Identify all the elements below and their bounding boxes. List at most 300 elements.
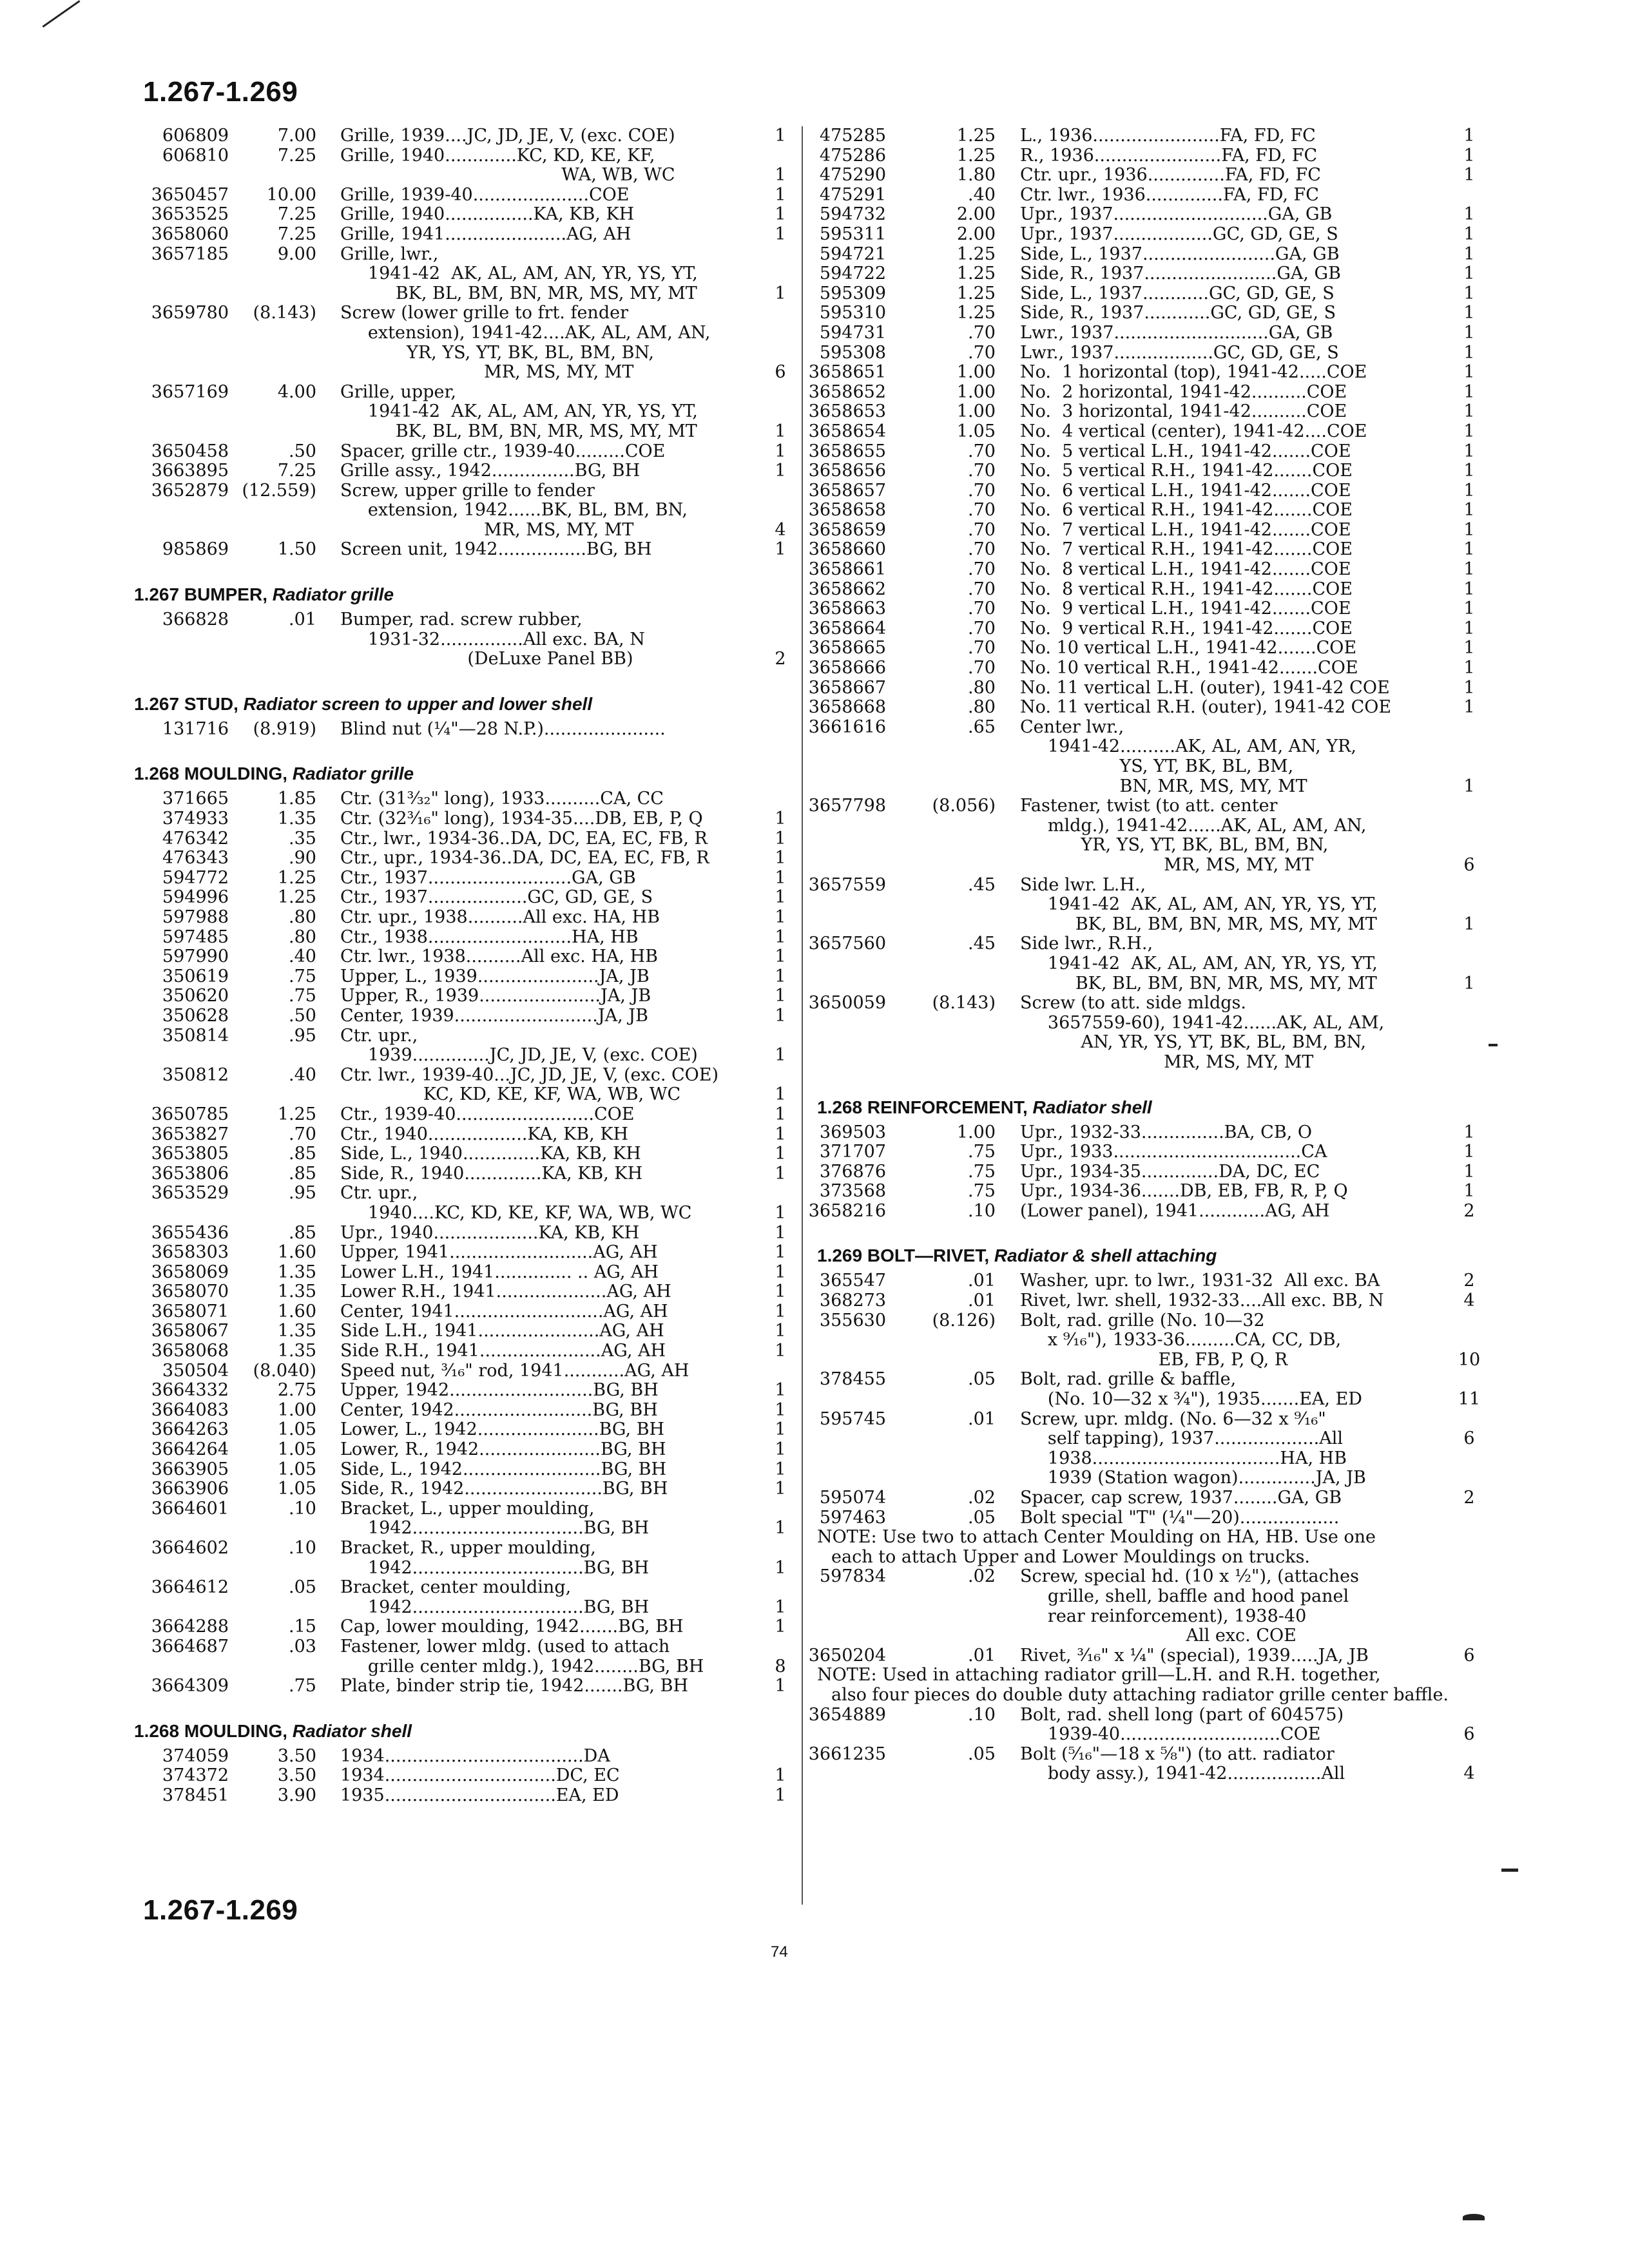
part-number: 3657185 [151,244,229,264]
part-row [817,1331,1482,1350]
section-heading [134,758,785,789]
part-number: 3664687 [151,1636,229,1657]
part-row [134,1381,785,1401]
part-row [817,816,1482,836]
part-quantity: 1 [775,1597,786,1617]
part-row [808,618,1482,639]
part-price: 1.35 [277,1282,316,1302]
part-price: .70 [968,599,996,619]
part-row [134,1559,785,1579]
part-number: 374372 [162,1765,229,1786]
part-number: 3663905 [151,1459,229,1479]
part-description: Ctr. upr., 1938..........All exc. HA, HB [340,907,660,927]
section-subtitle: Radiator shell [1032,1097,1152,1117]
part-price: 1.00 [956,1122,996,1142]
part-row [134,422,785,442]
part-quantity: 1 [775,828,786,849]
part-quantity: 1 [1463,618,1475,639]
part-number: 350628 [162,1005,229,1026]
part-description: Side, R., 1940..............KA, KB, KH [340,1163,643,1184]
part-quantity: 6 [1463,854,1475,875]
part-row [808,1704,1482,1725]
part-price: .70 [968,658,996,678]
part-price: 7.25 [277,204,316,225]
part-price: .70 [968,519,996,540]
part-price: 1.80 [956,165,996,186]
part-description: MR, MS, MY, MT [1020,1052,1314,1072]
part-description: extension, 1942......BK, BL, BM, BN, [340,500,688,521]
part-quantity: 1 [1463,914,1475,934]
part-description: L., 1936.......................FA, FD, FC [1020,126,1316,146]
part-description: Side, L., 1940..............KA, KB, KH [340,1144,641,1164]
part-number: 594732 [819,204,886,225]
part-description: Center, 1939..........................JA, JB [340,1005,648,1026]
part-price: .40 [289,947,316,967]
part-row [134,1224,785,1244]
part-row [134,1657,785,1677]
part-price: .70 [968,539,996,560]
part-price: .75 [968,1181,996,1202]
part-number: 476342 [162,828,229,849]
part-number: 3657560 [808,934,886,954]
part-quantity: 1 [1463,519,1475,540]
part-description: 1942...............................BG, BH [340,1597,650,1617]
part-row [808,421,1482,442]
part-description: Ctr. upr., [340,1025,418,1046]
part-row [817,1449,1482,1469]
part-price: 1.85 [277,789,316,809]
part-row [808,658,1482,678]
part-price: .95 [289,1183,316,1204]
part-price: 9.00 [277,244,316,264]
part-row [134,284,785,304]
part-description: Ctr., 1939-40.........................COE [340,1104,635,1124]
part-quantity: 1 [775,1163,786,1184]
part-quantity: 2 [1463,1488,1475,1508]
part-row [808,539,1482,560]
part-price: .01 [968,1271,996,1291]
part-price: .75 [289,986,316,1006]
part-price: (8.919) [253,718,316,739]
part-description: Plate, binder strip tie, 1942.......BG, BH [340,1676,688,1696]
part-price: .70 [968,342,996,363]
section-subtitle: Radiator & shell attaching [994,1245,1217,1266]
part-number: 594721 [819,244,886,264]
part-number: 594772 [162,867,229,888]
part-number: 365547 [819,1271,886,1291]
section-number: 1.269 [817,1245,863,1266]
part-description: MR, MS, MY, MT [1020,854,1314,875]
part-quantity: 1 [775,887,786,908]
part-number: 378451 [162,1785,229,1805]
part-quantity: 1 [775,283,786,303]
part-number: 597485 [162,927,229,947]
part-row [134,1204,785,1224]
part-description: Upr., 1932-33...............BA, CB, O [1020,1122,1312,1142]
part-row [134,1499,785,1519]
part-description: Ctr. lwr., 1936..............FA, FD, FC [1020,184,1319,205]
part-description: Speed nut, ³⁄₁₆" rod, 1941...........AG, AH [340,1360,689,1381]
part-price: 1.25 [956,303,996,323]
part-quantity: 1 [775,1341,786,1361]
section-subtitle: Radiator screen to upper and lower shell [243,693,593,714]
part-number: 597834 [819,1566,886,1587]
part-description: Ctr. lwr., 1939-40...JC, JD, JE, V, (exc. COE) [340,1064,719,1085]
part-description: MR, MS, MY, MT [340,362,634,383]
part-number: 371665 [162,789,229,809]
part-quantity: 1 [775,927,786,947]
part-description: grille, shell, baffle and hood panel [1020,1586,1349,1606]
part-description: Upr., 1937..................GC, GD, GE, S [1020,224,1338,244]
part-description: Grille, lwr., [340,244,439,264]
part-row [808,559,1482,580]
part-number: 3658655 [808,441,886,461]
part-row [134,1282,785,1302]
part-description: 1938..................................HA, HB [1020,1448,1347,1468]
part-row [134,1085,785,1105]
section-heading [134,689,785,720]
part-quantity: 1 [1463,165,1475,186]
scan-mark [1501,1869,1518,1872]
part-quantity: 1 [775,947,786,967]
section-subtitle: Radiator grille [292,764,414,784]
part-row [817,1053,1482,1073]
part-number: 350619 [162,966,229,986]
scan-mark [1489,1044,1498,1046]
part-quantity: 1 [775,1459,786,1479]
part-number: 3653525 [151,204,229,225]
part-row [134,363,785,383]
part-description: Ctr., 1937..........................GA, GB [340,867,636,888]
part-price: .80 [968,697,996,718]
part-description: Center, 1941...........................AG, AH [340,1301,668,1321]
part-description: BK, BL, BM, BN, MR, MS, MY, MT [1020,973,1377,994]
part-quantity: 1 [775,1242,786,1263]
part-price: 1.35 [277,809,316,829]
part-row [134,521,785,541]
part-quantity: 1 [775,1144,786,1164]
part-quantity: 1 [775,1557,786,1578]
part-quantity: 1 [1463,973,1475,994]
part-row [134,1479,785,1499]
part-price: .40 [968,184,996,205]
part-quantity: 1 [775,421,786,441]
part-quantity: 1 [1463,362,1475,383]
part-number: 3653806 [151,1163,229,1184]
part-number: 3658069 [151,1262,229,1282]
part-number: 595310 [819,303,886,323]
part-price: .75 [289,966,316,986]
part-description: 1935...............................EA, ED [340,1785,619,1805]
part-description: Grille, 1939-40.....................COE [340,184,630,205]
part-number: 366828 [162,610,229,630]
part-description: 3657559-60), 1941-42......AK, AL, AM, [1020,1012,1385,1033]
part-row [808,697,1482,718]
part-number: 371707 [819,1142,886,1162]
part-row [817,303,1482,323]
part-description: Fastener, lower mldg. (used to attach [340,1636,670,1657]
part-quantity: 1 [775,1262,786,1282]
part-number: 595309 [819,283,886,303]
part-price: .01 [289,610,316,630]
part-price: .70 [968,461,996,481]
part-row [134,461,785,481]
part-description: Bumper, rad. screw rubber, [340,610,583,630]
part-price: 1.00 [956,401,996,422]
part-row [817,737,1482,757]
part-row [817,1587,1482,1607]
part-row [808,381,1482,403]
part-quantity: 1 [1463,638,1475,658]
part-description: Center, 1942.........................BG, BH [340,1399,658,1420]
part-row [808,874,1482,896]
part-number: 3663895 [151,461,229,481]
part-row [808,500,1482,521]
part-price: .02 [968,1566,996,1587]
part-number: 595074 [819,1488,886,1508]
part-description: Grille, 1940................KA, KB, KH [340,204,635,225]
part-quantity: 1 [775,461,786,481]
part-price: (8.126) [932,1310,996,1331]
part-row [134,947,785,967]
part-price: .45 [968,874,996,895]
part-number: 350814 [162,1025,229,1046]
part-price: 1.25 [277,867,316,888]
part-description: Ctr. upr., [340,1183,418,1204]
part-description: BK, BL, BM, BN, MR, MS, MY, MT [1020,914,1377,934]
section-number: 1.267 [134,584,180,605]
part-number: 3658652 [808,381,886,402]
part-description: Spacer, grille ctr., 1939-40.........COE [340,441,666,461]
part-description: BN, MR, MS, MY, MT [1020,776,1307,796]
part-description: (DeLuxe Panel BB) [340,649,633,669]
part-price: 1.25 [956,283,996,303]
part-price: 1.60 [277,1301,316,1321]
part-row [808,480,1482,501]
part-row [134,869,785,889]
part-price: 2.00 [956,224,996,244]
part-row [134,1519,785,1539]
part-quantity: 2 [775,649,786,669]
section-number: 1.268 [134,1720,180,1741]
part-quantity: 1 [1463,500,1475,521]
part-description: YS, YT, BK, BL, BM, [1020,756,1294,776]
part-description: No. 9 vertical R.H., 1941-42.......COE [1020,618,1353,639]
part-number: 3664288 [151,1617,229,1637]
part-number: 985869 [162,539,229,560]
part-quantity: 1 [775,126,786,146]
part-row [134,1440,785,1460]
part-row [134,245,785,265]
part-row [817,1271,1482,1291]
part-number: 594722 [819,264,886,284]
part-quantity: 1 [775,1765,786,1786]
part-row [134,1026,785,1046]
part-quantity: 1 [775,1479,786,1499]
part-number: 3658070 [151,1282,229,1302]
part-price: .70 [968,322,996,343]
part-price: .05 [289,1577,316,1598]
part-row [134,1617,785,1637]
part-quantity: 1 [775,1419,786,1440]
part-quantity: 1 [775,1222,786,1243]
part-row [817,1567,1482,1587]
part-number: 3650059 [808,993,886,1014]
part-description: Bracket, center moulding, [340,1577,572,1598]
part-row [808,796,1482,816]
part-row [817,777,1482,797]
part-number: 3658659 [808,519,886,540]
part-description: 1939-40.............................COE [1020,1724,1321,1745]
part-price: .70 [968,441,996,461]
part-description: grille center mldg.), 1942........BG, BH [340,1656,704,1677]
part-price: (8.143) [253,303,316,323]
part-description: Bolt (⁵⁄₁₆"—18 x ⁵⁄₈") (to att. radiator [1020,1744,1335,1764]
part-price: (12.559) [242,480,316,501]
part-description: AN, YR, YS, YT, BK, BL, BM, BN, [1020,1032,1366,1053]
part-description: Ctr. (32³⁄₁₆" long), 1934-35....DB, EB, P, Q [340,809,703,829]
part-row [134,166,785,186]
part-description: 1941-42..........AK, AL, AM, AN, YR, [1020,736,1356,757]
page-number: 74 [771,1943,788,1961]
part-row [134,967,785,987]
part-quantity: 1 [775,204,786,225]
section-heading [817,1240,1482,1271]
part-number: 3658663 [808,599,886,619]
part-number: 3657169 [151,381,229,402]
part-quantity: 1 [1463,776,1475,796]
part-price: .01 [968,1408,996,1429]
part-row [134,343,785,363]
part-description: Screw, special hd. (10 x ½"), (attaches [1020,1566,1359,1587]
part-row [134,1243,785,1263]
part-quantity: 1 [1463,401,1475,422]
part-quantity: 1 [775,441,786,461]
section-subtitle: Radiator grille [272,584,394,605]
section-number: 1.268 [134,764,180,784]
part-price: 1.05 [277,1419,316,1440]
part-price: .70 [968,480,996,501]
part-number: 594996 [162,887,229,908]
part-description: Grille, 1941......................AG, AH [340,224,631,244]
part-description: Side R.H., 1941......................AG, AH [340,1341,666,1361]
part-price: .70 [968,638,996,658]
part-price: 1.25 [956,264,996,284]
part-row [134,1302,785,1322]
part-price: .05 [968,1744,996,1764]
part-quantity: 6 [775,362,786,383]
part-description: 1942...............................BG, BH [340,1557,650,1578]
part-row [817,1429,1482,1449]
part-price: 7.00 [277,126,316,146]
part-quantity: 1 [775,1518,786,1539]
part-number: 3653529 [151,1183,229,1204]
part-quantity: 1 [775,1321,786,1341]
part-row [808,599,1482,619]
part-description: No. 10 vertical R.H., 1941-42.......COE [1020,658,1358,678]
part-row [134,1637,785,1657]
part-description: Bracket, L., upper moulding, [340,1498,595,1519]
part-description: No. 5 vertical L.H., 1941-42.......COE [1020,441,1351,461]
part-description: No. 7 vertical R.H., 1941-42.......COE [1020,539,1353,560]
part-description: Washer, upr. to lwr., 1931-32 All exc. BA [1020,1271,1380,1291]
part-description: Lwr., 1937..................GC, GD, GE, S [1020,342,1339,363]
part-price: .85 [289,1222,316,1243]
part-quantity: 1 [775,165,786,186]
part-number: 3657559 [808,874,886,895]
part-row [134,501,785,521]
part-price: .10 [968,1200,996,1221]
part-row [134,1677,785,1696]
part-price: 1.00 [956,362,996,383]
part-row [134,849,785,869]
part-quantity: 1 [1463,441,1475,461]
part-number: 3658661 [808,559,886,580]
part-number: 597988 [162,907,229,927]
part-row [808,934,1482,954]
part-row [817,284,1482,304]
part-row [134,928,785,948]
part-price: .75 [968,1161,996,1182]
part-quantity: 1 [1463,145,1475,166]
part-price: 1.25 [956,126,996,146]
part-description: Upr., 1937............................GA, GB [1020,204,1333,225]
part-row [134,1066,785,1086]
part-number: 594731 [819,322,886,343]
part-number: 3658067 [151,1321,229,1341]
part-number: 3658654 [808,421,886,441]
column-divider [802,126,803,1905]
part-description: No. 11 vertical L.H. (outer), 1941-42 COE [1020,677,1390,698]
part-description: No. 3 horizontal, 1941-42..........COE [1020,401,1347,422]
part-description: Ctr., lwr., 1934-36..DA, DC, EA, EC, FB, R [340,828,708,849]
note-text [817,1666,1482,1705]
part-price: .70 [968,579,996,599]
part-row [134,1046,785,1066]
part-description: Side, L., 1937............GC, GD, GE, S [1020,283,1335,303]
part-description: Upper, R., 1939......................JA, JB [340,986,651,1006]
part-description: Upper, L., 1939......................JA, JB [340,966,650,986]
part-price: 4.00 [277,381,316,402]
part-price: 1.05 [277,1479,316,1499]
part-description: Upr., 1940...................KA, KB, KH [340,1222,640,1243]
part-quantity: 1 [775,1785,786,1805]
part-price: 1.05 [277,1439,316,1460]
part-quantity: 1 [775,1005,786,1026]
part-number: 3664083 [151,1399,229,1420]
part-number: 3664309 [151,1676,229,1696]
scan-mark [1463,2214,1485,2220]
part-row [134,1401,785,1421]
part-number: 3658651 [808,362,886,383]
part-number: 476343 [162,848,229,869]
part-row [817,1014,1482,1033]
section-title: MOULDING, [184,1720,288,1741]
part-price: .15 [289,1617,316,1637]
part-quantity: 1 [1463,697,1475,718]
note-continuation: each to attach Upper and Lower Mouldings on trucks. [831,1546,1311,1567]
part-quantity: 1 [1463,421,1475,441]
part-description: No. 7 vertical L.H., 1941-42.......COE [1020,519,1351,540]
part-price: .01 [968,1291,996,1311]
part-row [134,383,785,403]
part-row [817,1123,1482,1143]
part-quantity: 1 [1463,480,1475,501]
part-row [134,1766,785,1786]
part-description: Bolt special "T" (¼"—20).................. [1020,1507,1340,1528]
part-number: 606809 [162,126,229,146]
part-quantity: 1 [1463,1122,1475,1142]
